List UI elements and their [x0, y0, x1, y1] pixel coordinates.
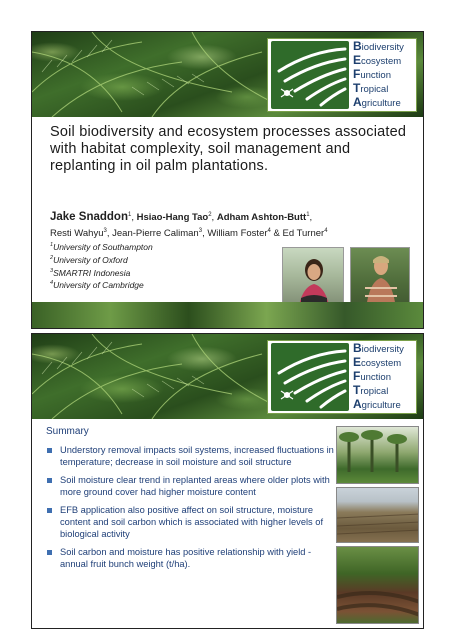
logo-line-biodiversity: Biodiversity	[353, 341, 404, 355]
slide-title: Soil biodiversity and ecosystem processes associated with habitat complexity, soil management and replanting in oil palm plantations.	[50, 124, 407, 174]
palm-banner-image	[32, 32, 423, 117]
summary-bullet-list	[46, 444, 334, 576]
logo-line-function: Function	[353, 369, 391, 383]
author-line-2: Resti Wahyu$^3$, Jean-Pierre Caliman$^3$, William Foster$^4$ & Ed Turner$^4$	[50, 227, 328, 239]
logo-wordmark	[353, 342, 404, 412]
author-list	[50, 209, 415, 240]
affiliation-item: $^1$University of Southampton	[50, 241, 153, 252]
author-line-1: Jake Snaddon$^1$, Hsiao-Hang Tao$^2$, Adham Ashton-Butt$^1$,	[50, 211, 313, 224]
logo-line-ecosystem: Ecosystem	[353, 355, 402, 369]
square-bullet-icon	[47, 448, 52, 453]
palm-fronds-graphic	[32, 334, 272, 419]
title-slide	[31, 31, 424, 329]
plantation-photo-efb	[336, 546, 419, 624]
plantation-photo-cleared	[336, 487, 419, 543]
logo-line-agriculture: Agriculture	[353, 397, 401, 411]
logo-line-tropical: Tropical	[353, 81, 389, 95]
logo-wordmark	[353, 40, 404, 110]
affiliation-list	[50, 240, 250, 291]
logo-line-tropical: Tropical	[353, 383, 389, 397]
logo-line-ecosystem: Ecosystem	[353, 53, 402, 67]
list-item: Understory removal impacts soil systems, increased fluctuations in temperature; decrease in soil moisture and soil structure	[46, 444, 334, 468]
befta-logo	[267, 38, 417, 112]
leaf-insect-logo-icon	[271, 41, 349, 109]
logo-line-function: Function	[353, 67, 391, 81]
affiliation-item: $^2$University of Oxford	[50, 254, 128, 265]
list-item: Soil moisture clear trend in replanted areas where older plots with more ground cover had higher moisture content	[46, 474, 334, 498]
square-bullet-icon	[47, 550, 52, 555]
square-bullet-icon	[47, 478, 52, 483]
palm-footer-strip	[32, 302, 423, 328]
palm-banner-image	[32, 334, 423, 419]
logo-line-agriculture: Agriculture	[353, 95, 401, 109]
palm-fronds-graphic	[32, 32, 272, 117]
affiliation-item: $^4$University of Cambridge	[50, 280, 144, 291]
square-bullet-icon	[47, 508, 52, 513]
affiliation-item: $^3$SMARTRI Indonesia	[50, 267, 131, 278]
summary-slide	[31, 333, 424, 629]
leaf-insect-logo-icon	[271, 343, 349, 411]
summary-heading: Summary	[46, 426, 89, 437]
list-item: Soil carbon and moisture has positive relationship with yield - annual fruit bunch weight (t/ha).	[46, 546, 334, 570]
logo-line-biodiversity: Biodiversity	[353, 39, 404, 53]
plantation-photo-mature	[336, 426, 419, 484]
befta-logo	[267, 340, 417, 414]
list-item: EFB application also positive affect on soil structure, moisture content and soil carbon which is associated with higher levels of biological activity	[46, 504, 334, 540]
